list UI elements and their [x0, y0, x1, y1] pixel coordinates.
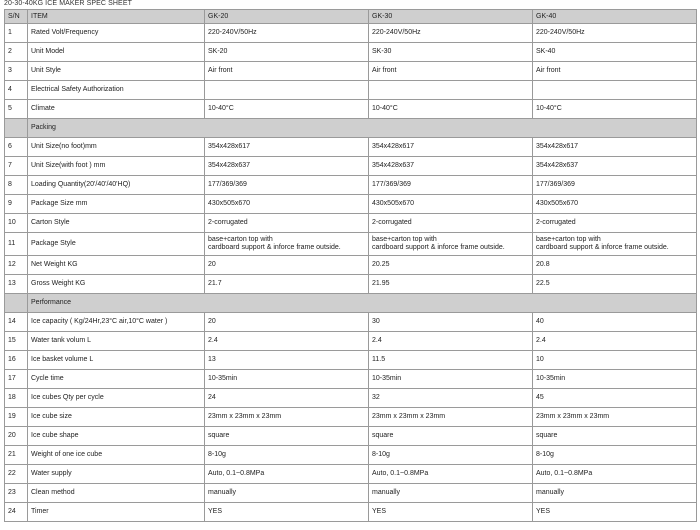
row-value: 24 — [205, 389, 369, 408]
row-item: Package Style — [28, 233, 205, 256]
row-value — [205, 81, 369, 100]
row-value: 13 — [205, 351, 369, 370]
row-value: 21.7 — [205, 275, 369, 294]
table-row — [5, 275, 697, 294]
row-value: 2.4 — [369, 332, 533, 351]
row-value: 354x428x637 — [369, 157, 533, 176]
row-value: square — [205, 427, 369, 446]
row-sn: 12 — [5, 256, 28, 275]
row-item: Unit Model — [28, 43, 205, 62]
row-item: Package Size mm — [28, 195, 205, 214]
row-value: Air front — [369, 62, 533, 81]
table-row — [5, 313, 697, 332]
header-model: GK-40 — [533, 10, 697, 24]
row-item: Loading Quantity(20'/40'/40'HQ) — [28, 176, 205, 195]
table-row — [5, 195, 697, 214]
table-row — [5, 389, 697, 408]
row-value: 11.5 — [369, 351, 533, 370]
table-row — [5, 256, 697, 275]
row-value: 20.8 — [533, 256, 697, 275]
header-item: ITEM — [28, 10, 205, 24]
row-sn: 2 — [5, 43, 28, 62]
row-value: 10-35min — [205, 370, 369, 389]
row-value: 220-240V/50Hz — [205, 24, 369, 43]
row-value: 354x428x637 — [205, 157, 369, 176]
row-value: manually — [369, 484, 533, 503]
row-value: YES — [205, 503, 369, 522]
section-sn-cell — [5, 294, 28, 313]
row-sn: 13 — [5, 275, 28, 294]
row-value: 2-corrugated — [205, 214, 369, 233]
row-value: 30 — [369, 313, 533, 332]
row-value: 22.5 — [533, 275, 697, 294]
row-item: Gross Weight KG — [28, 275, 205, 294]
package-style-line: cardboard support & inforce frame outside. — [372, 244, 505, 251]
row-sn: 22 — [5, 465, 28, 484]
section-sn-cell — [5, 119, 28, 138]
row-value: 10-35min — [533, 370, 697, 389]
row-item: Unit Size(no foot)mm — [28, 138, 205, 157]
row-value: SK-30 — [369, 43, 533, 62]
row-sn: 1 — [5, 24, 28, 43]
row-item: Ice cube shape — [28, 427, 205, 446]
row-sn: 8 — [5, 176, 28, 195]
section-label: Performance — [28, 294, 697, 313]
row-value: 23mm x 23mm x 23mm — [205, 408, 369, 427]
row-item: Rated Volt/Frequency — [28, 24, 205, 43]
row-value: Auto, 0.1~0.8MPa — [369, 465, 533, 484]
row-sn: 15 — [5, 332, 28, 351]
row-value: Auto, 0.1~0.8MPa — [533, 465, 697, 484]
row-value: square — [369, 427, 533, 446]
row-value: 220-240V/50Hz — [533, 24, 697, 43]
row-value: 2-corrugated — [533, 214, 697, 233]
row-value: 2-corrugated — [369, 214, 533, 233]
row-sn: 16 — [5, 351, 28, 370]
row-value: 177/369/369 — [205, 176, 369, 195]
row-sn: 3 — [5, 62, 28, 81]
row-value: 354x428x617 — [369, 138, 533, 157]
row-value: SK-40 — [533, 43, 697, 62]
spec-table — [4, 9, 697, 522]
header-model: GK-30 — [369, 10, 533, 24]
row-item: Ice cubes Qty per cycle — [28, 389, 205, 408]
row-value: 45 — [533, 389, 697, 408]
row-value: 10-40°C — [533, 100, 697, 119]
row-value — [369, 233, 533, 256]
table-row — [5, 176, 697, 195]
row-sn: 24 — [5, 503, 28, 522]
row-value: 23mm x 23mm x 23mm — [533, 408, 697, 427]
package-style-line: base+carton top with — [536, 236, 601, 243]
table-row — [5, 503, 697, 522]
row-value: 20.25 — [369, 256, 533, 275]
row-sn: 14 — [5, 313, 28, 332]
table-row — [5, 43, 697, 62]
row-value: 177/369/369 — [533, 176, 697, 195]
row-value: 430x505x670 — [205, 195, 369, 214]
table-row — [5, 484, 697, 503]
row-value: 220-240V/50Hz — [369, 24, 533, 43]
row-sn: 21 — [5, 446, 28, 465]
table-row — [5, 370, 697, 389]
sheet-title: 20-30-40KG ICE MAKER SPEC SHEET — [4, 0, 132, 7]
row-sn: 10 — [5, 214, 28, 233]
row-sn: 9 — [5, 195, 28, 214]
table-row — [5, 138, 697, 157]
row-sn: 7 — [5, 157, 28, 176]
row-value — [533, 81, 697, 100]
row-value: 20 — [205, 313, 369, 332]
table-row — [5, 214, 697, 233]
row-item: Ice basket volume L — [28, 351, 205, 370]
table-row — [5, 62, 697, 81]
row-value: 8-10g — [205, 446, 369, 465]
package-style-line: base+carton top with — [372, 236, 437, 243]
package-style-line: cardboard support & inforce frame outside. — [208, 244, 341, 251]
row-sn: 4 — [5, 81, 28, 100]
row-sn: 11 — [5, 233, 28, 256]
row-item: Unit Style — [28, 62, 205, 81]
table-row — [5, 233, 697, 256]
row-value: 354x428x637 — [533, 157, 697, 176]
row-sn: 5 — [5, 100, 28, 119]
row-value: manually — [533, 484, 697, 503]
row-value: 2.4 — [205, 332, 369, 351]
row-value: 354x428x617 — [533, 138, 697, 157]
table-row — [5, 408, 697, 427]
row-item: Ice capacity ( Kg/24Hr,23°C air,10°C water ) — [28, 313, 205, 332]
section-row — [5, 119, 697, 138]
row-value: 10-40°C — [369, 100, 533, 119]
row-value — [533, 233, 697, 256]
table-row — [5, 465, 697, 484]
row-value: 32 — [369, 389, 533, 408]
row-item: Water tank volum L — [28, 332, 205, 351]
table-row — [5, 446, 697, 465]
row-item: Electrical Safety Authorization — [28, 81, 205, 100]
row-value — [205, 233, 369, 256]
row-item: Unit Size(with foot ) mm — [28, 157, 205, 176]
section-row — [5, 294, 697, 313]
row-sn: 20 — [5, 427, 28, 446]
row-value: 430x505x670 — [369, 195, 533, 214]
table-row — [5, 332, 697, 351]
table-row — [5, 351, 697, 370]
row-item: Water supply — [28, 465, 205, 484]
section-label: Packing — [28, 119, 697, 138]
spec-table-body — [5, 10, 697, 522]
table-row — [5, 100, 697, 119]
table-row — [5, 81, 697, 100]
row-value: 177/369/369 — [369, 176, 533, 195]
row-item: Net Weight KG — [28, 256, 205, 275]
row-value: 8-10g — [369, 446, 533, 465]
row-value: 10 — [533, 351, 697, 370]
row-item: Carton Style — [28, 214, 205, 233]
row-value: 10-40°C — [205, 100, 369, 119]
row-value: Air front — [205, 62, 369, 81]
package-style-line: base+carton top with — [208, 236, 273, 243]
row-item: Clean method — [28, 484, 205, 503]
row-value: 10-35min — [369, 370, 533, 389]
row-value: manually — [205, 484, 369, 503]
table-row — [5, 24, 697, 43]
header-row — [5, 10, 697, 24]
row-item: Timer — [28, 503, 205, 522]
row-value — [369, 81, 533, 100]
row-value: 8-10g — [533, 446, 697, 465]
row-item: Weight of one ice cube — [28, 446, 205, 465]
row-sn: 23 — [5, 484, 28, 503]
row-item: Climate — [28, 100, 205, 119]
table-row — [5, 427, 697, 446]
row-value: 354x428x617 — [205, 138, 369, 157]
row-value: Air front — [533, 62, 697, 81]
row-sn: 18 — [5, 389, 28, 408]
row-value: 21.95 — [369, 275, 533, 294]
row-sn: 19 — [5, 408, 28, 427]
row-sn: 17 — [5, 370, 28, 389]
package-style-line: cardboard support & inforce frame outside. — [536, 244, 669, 251]
row-value: Auto, 0.1~0.8MPa — [205, 465, 369, 484]
row-value: YES — [369, 503, 533, 522]
row-value: 20 — [205, 256, 369, 275]
row-value: square — [533, 427, 697, 446]
row-value: 430x505x670 — [533, 195, 697, 214]
header-model: GK-20 — [205, 10, 369, 24]
row-item: Ice cube size — [28, 408, 205, 427]
row-value: 23mm x 23mm x 23mm — [369, 408, 533, 427]
header-sn: S/N — [5, 10, 28, 24]
row-value: YES — [533, 503, 697, 522]
row-sn: 6 — [5, 138, 28, 157]
row-value: 2.4 — [533, 332, 697, 351]
row-value: SK-20 — [205, 43, 369, 62]
row-item: Cycle time — [28, 370, 205, 389]
row-value: 40 — [533, 313, 697, 332]
table-row — [5, 157, 697, 176]
